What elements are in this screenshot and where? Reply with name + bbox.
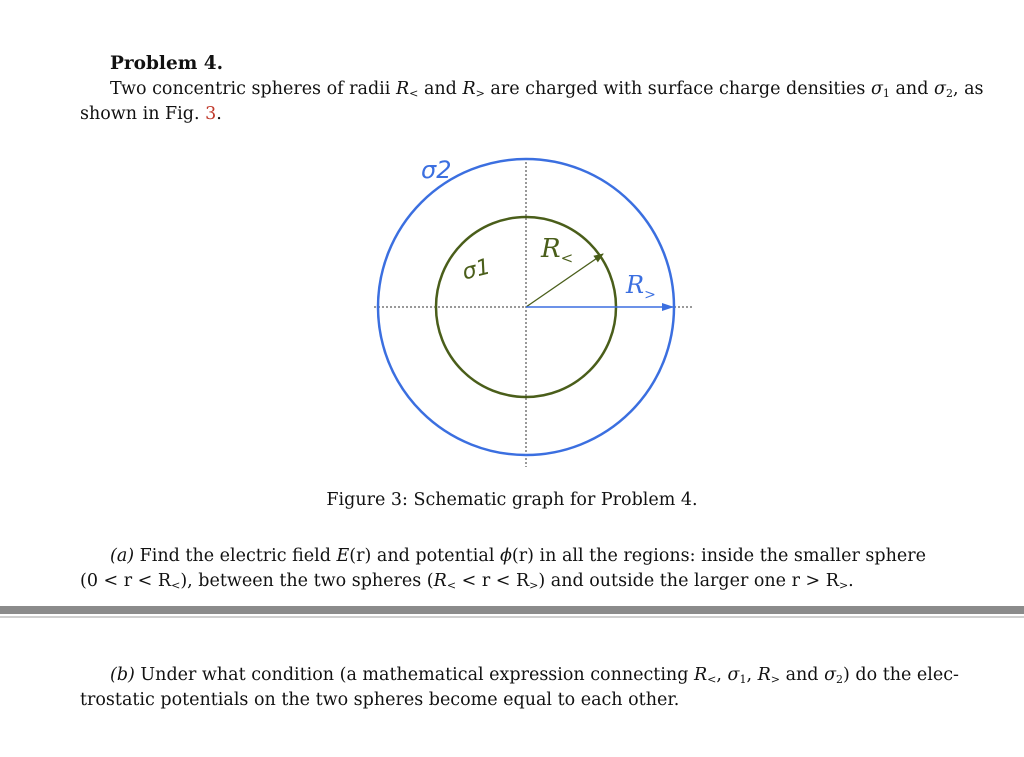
problem-title: Problem 4. <box>110 53 224 74</box>
part-b-text: (b) Under what condition (a mathematical expression connecting $R_<$, $\sigma_1$, $R_>$ and $\sigma_2$) do the elec- <box>110 665 959 686</box>
page-separator-bar <box>0 606 1024 614</box>
part-a-text-line2: $(0 < r < R_<)$, between the two spheres $(R_< < r < R_>)$ and outside the larger one $r > R_>$. <box>80 571 854 592</box>
page-separator-line <box>0 616 1024 618</box>
label-r-greater: $R_>$ <box>626 271 656 303</box>
label-r-less: $R_<$ <box>541 234 574 267</box>
figure-reference-link[interactable]: 3 <box>205 104 217 124</box>
part-b-text-line2: trostatic potentials on the two spheres become equal to each other. <box>80 690 680 710</box>
part-a-text: (a) Find the electric field E(r) and potential ϕ(r) in all the regions: inside the smaller sphere <box>110 546 926 566</box>
label-sigma2: σ2 <box>421 156 452 184</box>
label-sigma1: σ1 <box>459 254 493 286</box>
problem-intro-line2: shown in Fig. 3. <box>80 104 222 124</box>
problem-intro: Two concentric spheres of radii $R_<$ and $R_>$ are charged with surface charge densities $\sigma_1$ and $\sigma_2$, as <box>110 79 984 100</box>
figure-caption: Figure 3: Schematic graph for Problem 4. <box>326 490 698 510</box>
